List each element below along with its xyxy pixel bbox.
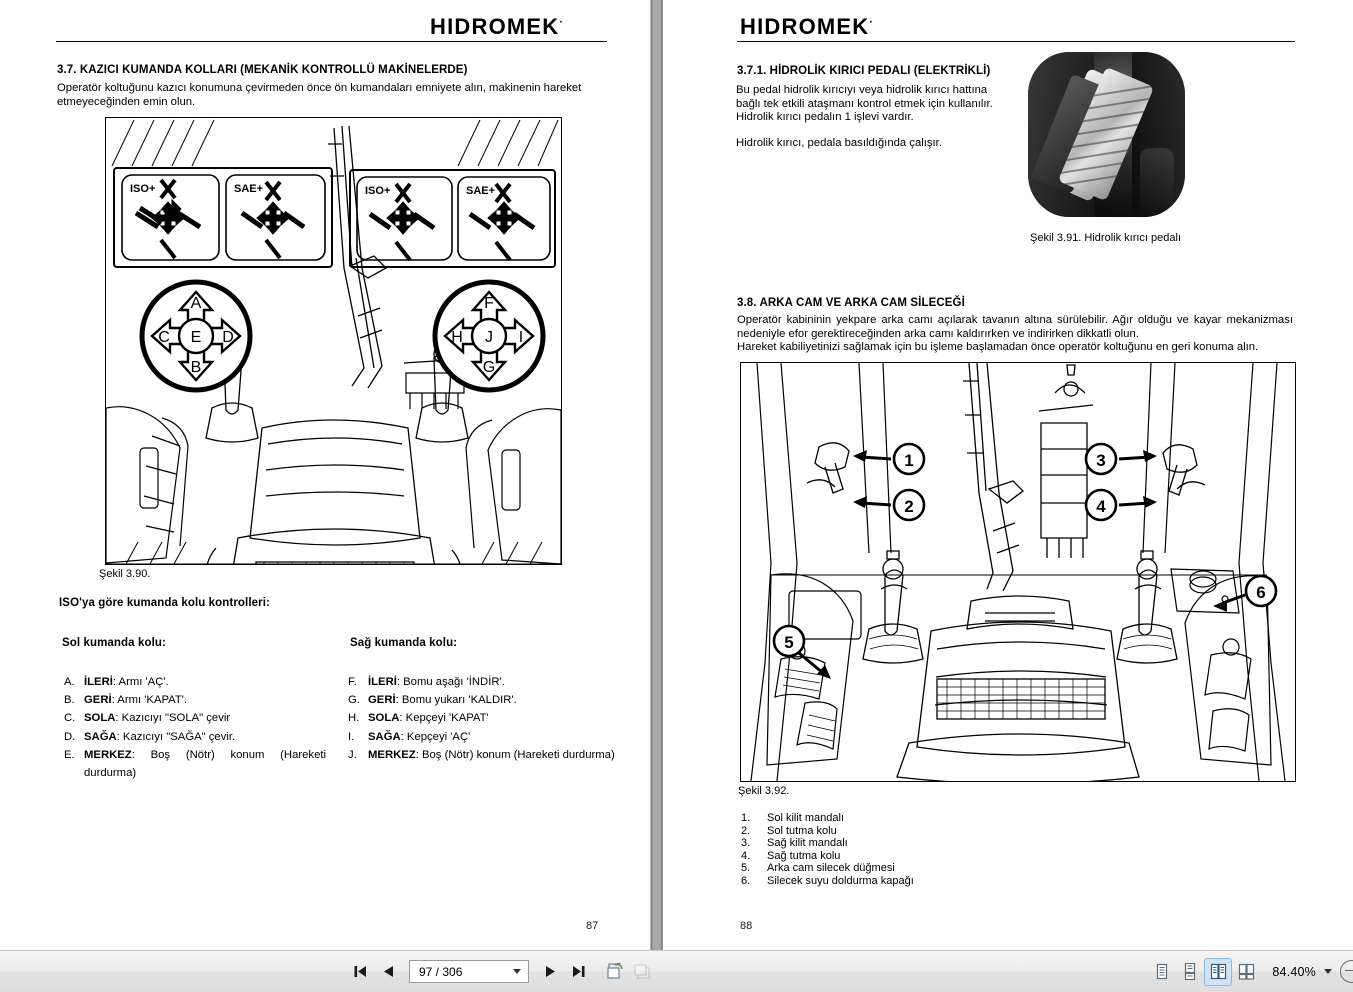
iso-controls-title: ISO'ya göre kumanda kolu kontrolleri:	[59, 597, 270, 609]
logo-text-left: HIDROMEK	[430, 14, 560, 39]
callout-6-label: 6	[1256, 583, 1266, 602]
callout-5	[774, 626, 831, 679]
photo-hydraulic-breaker-pedal	[1028, 52, 1185, 217]
item-term: SAĞA	[84, 730, 117, 743]
dial-left-up: A	[190, 295, 202, 312]
item-term: MERKEZ	[368, 748, 416, 761]
list-item	[64, 691, 334, 709]
figure-390-caption: Şekil 3.90.	[99, 568, 151, 580]
list-item	[64, 709, 334, 727]
item-key: A.	[64, 676, 75, 688]
figure-391-caption: Şekil 3.91. Hidrolik kırıcı pedalı	[1030, 232, 1182, 244]
callout-2-label: 2	[904, 497, 914, 516]
zoom-level-label: 84.40%	[1272, 964, 1316, 979]
item-key: C.	[64, 712, 76, 725]
page-number-88: 88	[740, 920, 753, 932]
header-rule-right	[737, 41, 1295, 42]
callout-4	[1086, 490, 1157, 520]
list-item	[348, 709, 628, 727]
list-item	[64, 728, 334, 746]
decal-label-2: SAE+	[234, 183, 264, 195]
page-number-field[interactable]	[409, 960, 529, 983]
item-text: Sol kilit mandalı	[767, 812, 845, 824]
item-text: : Armı 'AÇ'.	[112, 676, 169, 688]
page-right[interactable]	[665, 0, 1353, 950]
header-rule-left	[56, 41, 607, 42]
page-left[interactable]	[0, 0, 648, 950]
callout-1-label: 1	[904, 451, 914, 470]
item-key: H.	[348, 712, 360, 725]
list-item	[741, 862, 914, 875]
figure-392	[740, 362, 1296, 782]
list-item	[348, 691, 628, 709]
dial-left-center: E	[190, 329, 202, 346]
logo-text-right: HIDROMEK	[740, 14, 870, 39]
dial-right-center: J	[485, 329, 493, 346]
dial-right-left: H	[451, 329, 463, 346]
continuous-view-icon	[1182, 963, 1198, 980]
dial-left-right: D	[222, 329, 234, 346]
single-page-view-icon	[1154, 963, 1170, 980]
item-key: F.	[348, 676, 357, 688]
first-page-button[interactable]	[346, 958, 374, 986]
item-text: Sol tutma kolu	[767, 824, 837, 837]
first-page-icon	[353, 965, 368, 978]
list-item	[741, 875, 914, 888]
item-text: Arka cam silecek düğmesi	[767, 862, 895, 875]
last-page-icon	[571, 965, 586, 978]
item-term: İLERİ	[368, 676, 397, 688]
rotate-view-button[interactable]	[600, 958, 628, 986]
item-text: : Boş (Nötr) konum (Hareketi durdurma)	[415, 748, 615, 761]
item-key: I.	[348, 730, 355, 743]
page-gutter	[648, 0, 665, 950]
section-heading-38: 3.8. ARKA CAM VE ARKA CAM SİLECEĞİ	[737, 297, 965, 309]
view-and-zoom-controls	[1148, 951, 1353, 992]
duplicate-view-button[interactable]	[628, 958, 656, 986]
zoom-out-button[interactable]	[1340, 960, 1353, 983]
duplicate-view-icon	[633, 963, 652, 980]
callout-3-label: 3	[1096, 451, 1106, 470]
item-number: 4.	[741, 849, 751, 862]
dial-right-right: I	[518, 329, 524, 346]
figure-392-caption: Şekil 3.92.	[738, 785, 790, 797]
section-heading-37: 3.7. KAZICI KUMANDA KOLLARI (MEKANİK KONTROLLÜ MAKİNELERDE)	[57, 64, 468, 76]
item-term: SOLA	[84, 712, 116, 725]
item-text: : Bomu yukarı 'KALDIR'.	[395, 694, 517, 707]
dial-right-up: F	[484, 295, 494, 312]
single-page-view-button[interactable]	[1148, 958, 1176, 986]
hidromek-logo-right	[740, 14, 874, 40]
last-page-button[interactable]	[564, 958, 592, 986]
dial-right-down: G	[482, 359, 496, 376]
item-key: D.	[64, 730, 76, 743]
item-text: : Kazıcıyı "SOLA" çevir	[115, 712, 231, 725]
previous-page-button[interactable]	[374, 958, 402, 986]
paragraph-38-a: Operatör kabininin yekpare arka camı açılarak tavanın altına sürülebilir. Ağır olduğu ve kayar mekanizması nedeniyle efor gerektireceğinden arka camı kaldırırken ve indirirken dikkatli olun.	[737, 314, 1293, 340]
page-number-87: 87	[586, 920, 599, 932]
page-number-input[interactable]	[417, 964, 507, 980]
chevron-down-icon[interactable]	[513, 969, 521, 974]
item-text: : Boş (Nötr) konum (Hareketi durdurma)	[84, 748, 326, 780]
item-text: Sağ kilit mandalı	[767, 837, 848, 850]
item-term: GERİ	[368, 694, 396, 707]
paragraph-38-b: Hareket kabiliyetinizi sağlamak için bu işleme başlamadan önce operatör koltuğunu en geri konuma alın.	[737, 341, 1259, 353]
section-intro-text: Operatör koltuğunu kazıcı konumuna çevirmeden önce ön kumandaları emniyete alın, makinenin hareket etmeyeceğinden emin olun.	[57, 82, 582, 108]
item-term: İLERİ	[84, 676, 113, 688]
item-term: SOLA	[368, 712, 400, 725]
figure-392-drawing	[741, 363, 1295, 781]
list-item	[348, 746, 628, 764]
list-item	[741, 837, 914, 850]
decal-label-4: SAE+	[466, 185, 496, 197]
dial-left-control	[142, 282, 250, 390]
callout-4-label: 4	[1096, 497, 1106, 516]
paragraph-371-b: Hidrolik kırıcı, pedala basıldığında çalışır.	[736, 137, 942, 149]
figure-390	[105, 117, 562, 565]
logo-mark-right: ·	[869, 16, 875, 29]
dial-right-control	[435, 282, 543, 390]
next-page-button[interactable]	[536, 958, 564, 986]
decal-label-3: ISO+	[365, 185, 391, 197]
item-text: : Kazıcıyı "SAĞA" çevir.	[116, 730, 236, 743]
hidromek-logo-left	[430, 14, 564, 40]
paragraph-371-a: Bu pedal hidrolik kırıcıyı veya hidrolik kırıcı hattına bağlı tek etkili ataşmanı kontrol etmek için kullanılır. Hidrolik kırıcı pedalın 1 işlevi vardır.	[736, 84, 993, 124]
item-number: 5.	[741, 862, 751, 875]
list-item	[741, 812, 914, 825]
item-number: 3.	[741, 837, 751, 850]
item-text: Silecek suyu doldurma kapağı	[767, 874, 914, 887]
dial-left-left: C	[158, 329, 170, 346]
two-page-view-icon	[1210, 963, 1227, 980]
rotate-view-icon	[605, 963, 624, 980]
list-item	[348, 728, 628, 746]
decal-label-1: ISO+	[130, 183, 156, 195]
item-term: MERKEZ	[84, 748, 132, 761]
item-key: G.	[348, 694, 360, 707]
two-page-view-button[interactable]	[1204, 958, 1232, 986]
item-term: SAĞA	[368, 730, 401, 743]
left-lever-list	[64, 673, 334, 782]
left-lever-title: Sol kumanda kolu:	[62, 637, 166, 649]
two-page-continuous-view-button[interactable]	[1232, 958, 1260, 986]
list-item	[64, 673, 334, 691]
next-page-icon	[544, 965, 557, 978]
two-page-continuous-view-icon	[1238, 963, 1255, 980]
dial-left-down: B	[190, 359, 202, 376]
item-text: : Bomu aşağı 'İNDİR'.	[396, 676, 505, 688]
callout-5-label: 5	[784, 633, 794, 652]
zoom-dropdown-icon[interactable]	[1324, 969, 1332, 974]
right-lever-list	[348, 673, 628, 764]
item-text: Sağ tutma kolu	[767, 849, 841, 862]
item-text: : Kepçeyi 'AÇ'	[400, 730, 471, 743]
item-text: : Armı 'KAPAT'.	[111, 694, 188, 707]
section-heading-371: 3.7.1. HİDROLİK KIRICI PEDALI (ELEKTRİKLİ)	[737, 65, 991, 77]
list-item	[741, 850, 914, 863]
item-key: E.	[64, 748, 75, 761]
viewer-toolbar	[0, 950, 1353, 992]
navigation-controls	[346, 951, 656, 992]
item-number: 2.	[741, 824, 751, 837]
item-term: GERİ	[84, 694, 112, 707]
previous-page-icon	[382, 965, 395, 978]
item-text: : Kepçeyi 'KAPAT'	[399, 712, 489, 725]
figure-390-drawing	[106, 118, 561, 564]
item-number: 1.	[741, 812, 751, 824]
item-number: 6.	[741, 874, 751, 887]
item-key: J.	[348, 748, 357, 761]
right-lever-title: Sağ kumanda kolu:	[350, 637, 458, 649]
logo-mark-left: ·	[559, 16, 565, 29]
list-item	[64, 746, 334, 782]
rear-window-parts-list	[741, 812, 914, 888]
item-key: B.	[64, 694, 75, 707]
list-item	[348, 673, 628, 691]
continuous-view-button[interactable]	[1176, 958, 1204, 986]
list-item	[741, 825, 914, 838]
